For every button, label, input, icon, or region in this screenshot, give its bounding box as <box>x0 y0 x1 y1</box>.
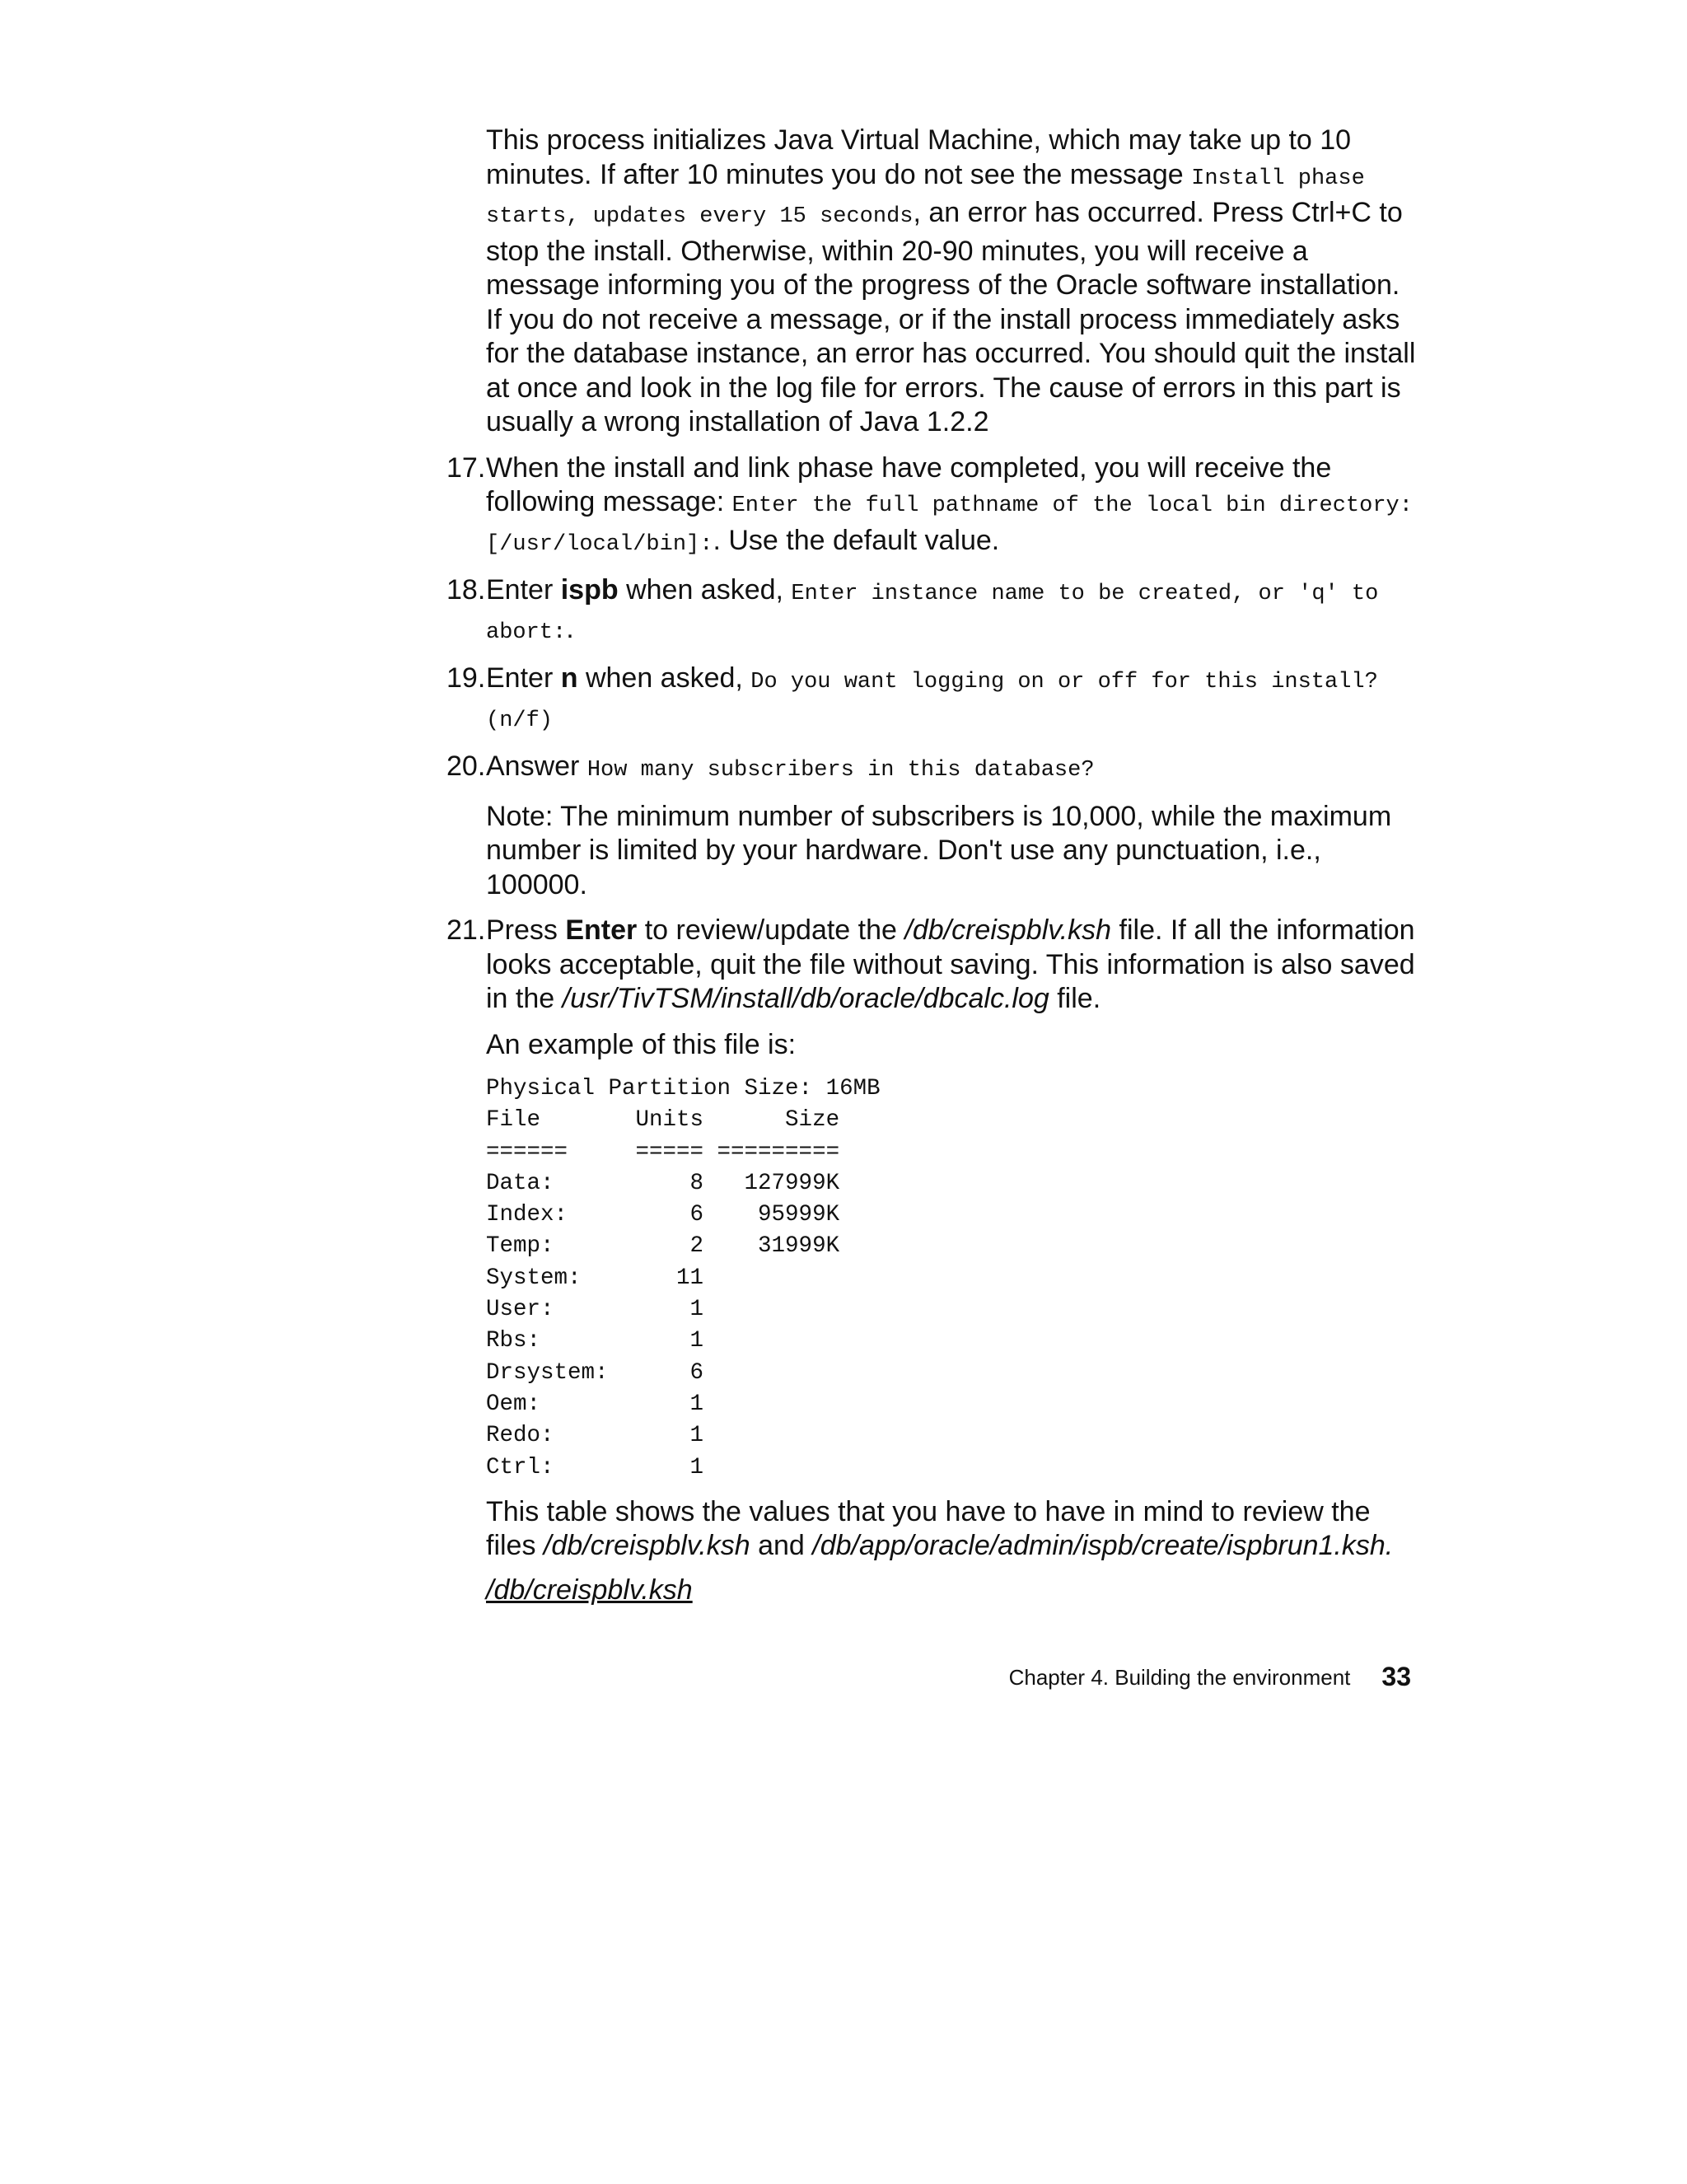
page-number: 33 <box>1381 1662 1411 1691</box>
page-footer <box>1009 1663 1411 1691</box>
step-17 <box>446 451 1417 563</box>
step-21-text-4: file. <box>1049 983 1101 1014</box>
install-phase-message: Install phase starts, updates every 15 seconds <box>486 166 1365 229</box>
intro-text-1: This process initializes Java Virtual Machine, which may take up to 10 minutes. If after 10 minutes you do not see the message <box>486 124 1352 190</box>
intro-paragraph <box>486 124 1417 440</box>
step-number: 19. <box>446 662 486 694</box>
page-body <box>446 124 1417 1607</box>
step-18-text-1: Enter <box>486 574 561 606</box>
subscribers-note: Note: The minimum number of subscribers is 10,000, while the maximum number is limited by your hardware. Don't use any punctuation, i.e., 100000. <box>486 800 1392 900</box>
step-21-text-1: Press <box>486 914 566 946</box>
step-21 <box>446 914 1417 1017</box>
creispblv-path: /db/creispblv.ksh <box>904 914 1112 946</box>
step-17-text-2: . Use the default value. <box>713 524 1000 556</box>
step-18-text-3: . <box>566 612 574 644</box>
step-number: 21. <box>446 914 486 946</box>
closing-paragraph <box>486 1495 1417 1564</box>
bin-directory-prompt: Enter the full pathname of the local bin directory: [/usr/local/bin]: <box>486 493 1413 557</box>
instance-name-prompt: Enter instance name to be created, or 'q' to abort: <box>486 582 1379 645</box>
step-21-text-3: file. If all the information looks acceptable, quit the file without saving. This information is also saved in the <box>486 914 1415 1014</box>
logging-prompt: Do you want logging on or off for this install? (n/f) <box>486 670 1378 733</box>
subscribers-prompt: How many subscribers in this database? <box>586 758 1095 783</box>
step-20-text-1: Answer <box>486 751 587 782</box>
example-file-listing: Physical Partition Size: 16MB File Units Size ====== ===== ========= Data: 8 127999K Index: 6 95999K Temp: 2 31999K System: 11 User: 1 Rbs: 1 Drsystem: 6 Oem: 1 Redo: 1 Ctrl: 1 <box>486 1076 881 1480</box>
step-21-text-2: to review/update the <box>637 914 905 946</box>
ispbrun1-path: /db/app/oracle/admin/ispb/create/ispbrun1.ksh. <box>812 1530 1394 1562</box>
creispblv-heading-link[interactable]: /db/creispblv.ksh <box>486 1574 693 1606</box>
step-17-text-1: When the install and link phase have completed, you will receive the following message: <box>486 451 1332 517</box>
step-19-text-2: when asked, <box>577 662 751 694</box>
step-18 <box>446 573 1417 650</box>
n-keyword: n <box>560 662 578 694</box>
step-number: 17. <box>446 451 486 484</box>
step-18-text-2: when asked, <box>618 574 792 606</box>
closing-text-2: and <box>750 1530 813 1562</box>
step-20 <box>446 750 1417 788</box>
step-19 <box>446 662 1417 738</box>
ispb-keyword: ispb <box>560 574 619 606</box>
example-intro: An example of this file is: <box>486 1028 797 1060</box>
creispblv-path: /db/creispblv.ksh <box>543 1530 750 1562</box>
step-19-text-1: Enter <box>486 662 561 694</box>
enter-keyword: Enter <box>565 914 638 946</box>
step-number: 18. <box>446 574 486 606</box>
step-number: 20. <box>446 751 486 782</box>
dbcalc-log-path: /usr/TivTSM/install/db/oracle/dbcalc.log <box>562 983 1049 1014</box>
intro-text-2: , an error has occurred. Press Ctrl+C to stop the install. Otherwise, within 20-90 minutes, you will receive a message informing you of the progress of the Oracle software installation. If you do not receive a message, or if the install process immediately asks for the database instance, an error has occurred. You should quit the install at once and look in the log file for errors. The cause of errors in this part is usually a wrong installation of Java 1.2.2 <box>486 197 1416 437</box>
chapter-title: Chapter 4. Building the environment <box>1008 1665 1351 1690</box>
closing-text-1: This table shows the values that you have to have in mind to review the files <box>486 1495 1371 1562</box>
